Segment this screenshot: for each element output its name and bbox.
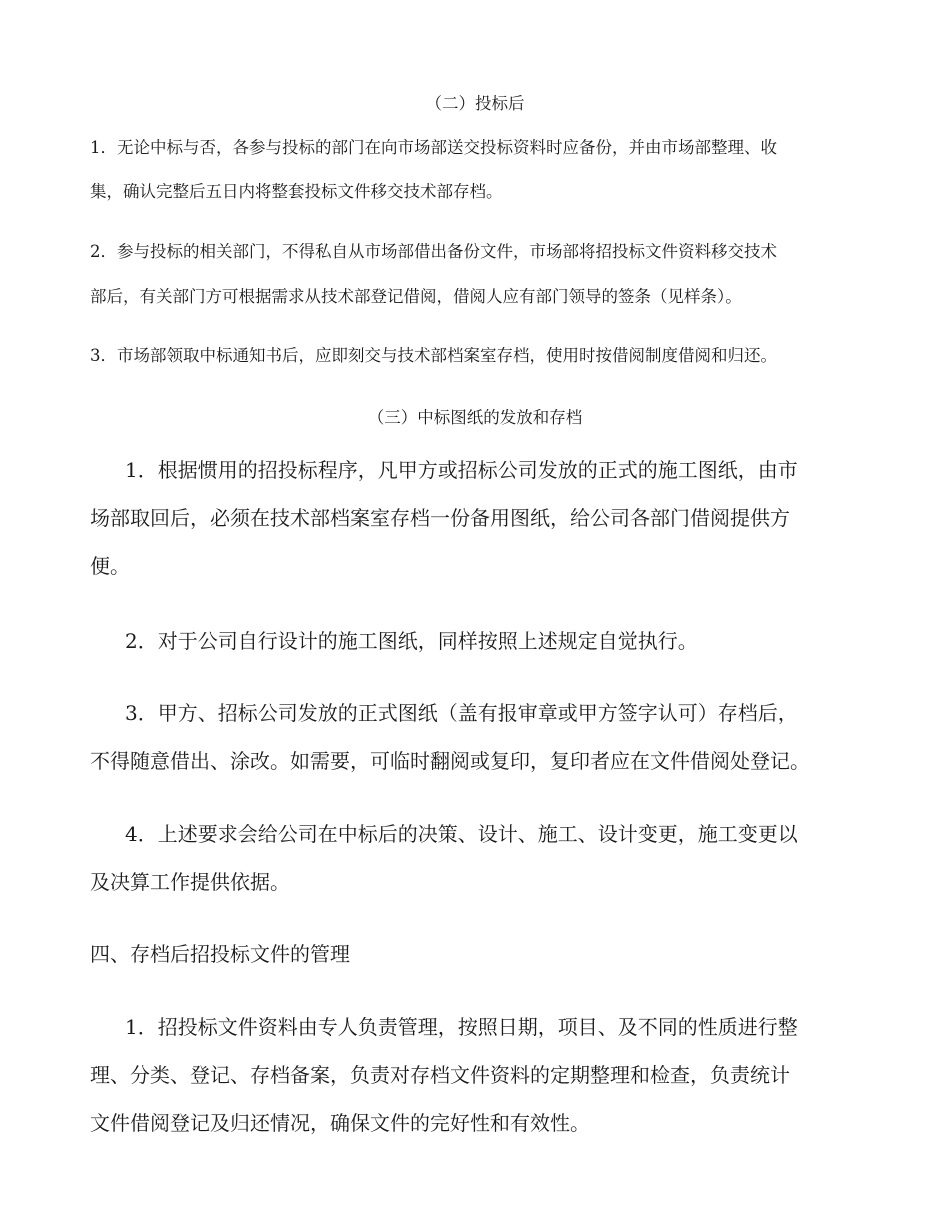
- paragraph-line: 集，确认完整后五日内将整套投标文件移交技术部存档。: [90, 182, 503, 201]
- paragraph-line: 1．招投标文件资料由专人负责管理，按照日期，项目、及不同的性质进行整: [125, 1015, 798, 1039]
- paragraph-line: 3．甲方、招标公司发放的正式图纸（盖有报审章或甲方签字认可）存档后，: [125, 701, 798, 725]
- section-heading-4: 四、存档后招投标文件的管理: [90, 942, 350, 966]
- section-heading-2: （二）投标后: [425, 94, 525, 113]
- paragraph-line: 4．上述要求会给公司在中标后的决策、设计、施工、设计变更，施工变更以: [125, 822, 798, 846]
- paragraph-line: 3．市场部领取中标通知书后，应即刻交与技术部档案室存档，使用时按借阅制度借阅和归还。: [90, 346, 777, 365]
- paragraph-line: 1．根据惯用的招投标程序，凡甲方或招标公司发放的正式的施工图纸，由市: [125, 458, 798, 482]
- paragraph-line: 场部取回后，必须在技术部档案室存档一份备用图纸，给公司各部门借阅提供方: [90, 506, 790, 530]
- paragraph-line: 1．无论中标与否，各参与投标的部门在向市场部送交投标资料时应备份，并由市场部整理、收: [90, 138, 777, 157]
- paragraph-line: 理、分类、登记、存档备案，负责对存档文件资料的定期整理和检查，负责统计: [90, 1063, 790, 1087]
- paragraph-line: 便。: [90, 554, 130, 578]
- paragraph-line: 不得随意借出、涂改。如需要，可临时翻阅或复印，复印者应在文件借阅处登记。: [90, 749, 810, 773]
- paragraph-line: 部后，有关部门方可根据需求从技术部登记借阅，借阅人应有部门领导的签条（见样条）。: [90, 287, 742, 306]
- paragraph-line: 2．对于公司自行设计的施工图纸，同样按照上述规定自觉执行。: [125, 629, 698, 653]
- paragraph-line: 及决算工作提供依据。: [90, 870, 290, 894]
- paragraph-line: 文件借阅登记及归还情况，确保文件的完好性和有效性。: [90, 1111, 590, 1135]
- section-heading-3: （三）中标图纸的发放和存档: [367, 408, 583, 427]
- paragraph-line: 2．参与投标的相关部门，不得私自从市场部借出备份文件，市场部将招投标文件资料移交技术: [90, 242, 777, 261]
